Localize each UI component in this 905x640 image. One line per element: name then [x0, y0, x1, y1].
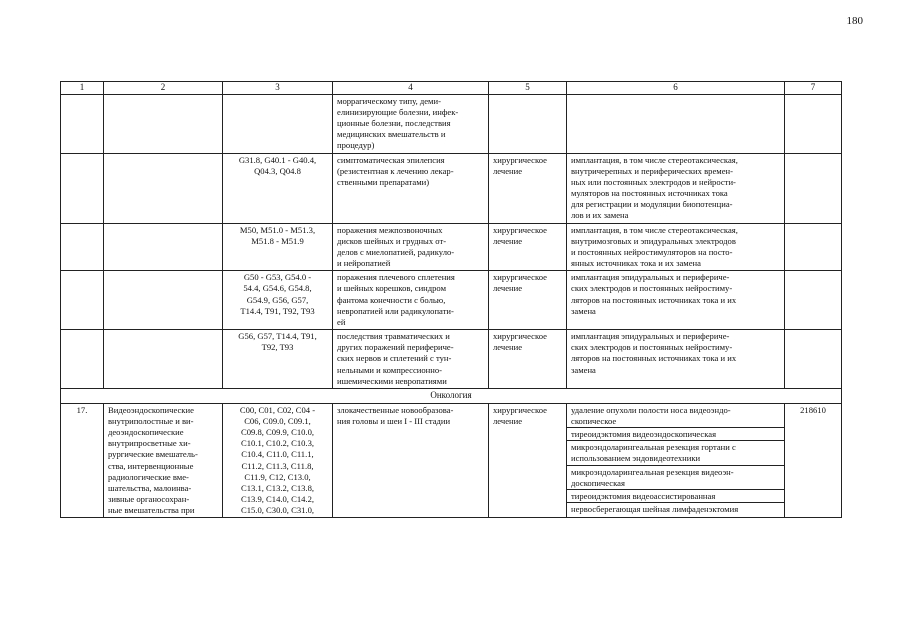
text-line: моррагическому типу, деми-	[337, 95, 441, 106]
disease-cell	[333, 403, 489, 518]
method-item	[571, 272, 780, 317]
text-line: делов с миелопатией, радикуло-	[337, 246, 455, 257]
method-item	[571, 155, 780, 222]
page-number: 180	[846, 15, 863, 27]
method-item	[571, 225, 780, 270]
text-line: ляторов на постоянных источниках тока и их	[571, 294, 737, 305]
text-line: нельными и компрессионно-	[337, 364, 443, 375]
disease-cell	[333, 153, 489, 223]
text-line: невропатией или радикулопати-	[337, 305, 454, 316]
text-line: внутриполостные и ви-	[108, 415, 194, 426]
text-line: процедур)	[337, 140, 375, 151]
treatment-method-cell	[567, 94, 785, 153]
text-line: C10.1, C10.2, C10.3,	[240, 438, 315, 449]
text-line: имплантация эпидуральных и перифериче-	[571, 272, 730, 283]
icd-codes-cell	[223, 330, 333, 389]
column-number: 4	[333, 82, 489, 95]
price-cell	[785, 271, 842, 330]
text-line: тиреоидэктомия видеоассистированная	[571, 490, 716, 501]
text-line: ских нервов и сплетений с тун-	[337, 353, 452, 364]
text-line: доскопическая	[571, 477, 625, 488]
text-line: C11.2, C11.3, C11.8,	[241, 460, 314, 471]
disease-cell	[333, 223, 489, 271]
row-number	[61, 330, 104, 389]
method-item	[567, 427, 784, 440]
price-cell	[785, 94, 842, 153]
text-line: последствия травматических и	[337, 331, 450, 342]
text-line: муляторов на постоянных источниках тока	[571, 188, 728, 199]
price-cell: 218610	[785, 403, 842, 518]
text-line: ляторов на постоянных источниках тока и их	[571, 353, 737, 364]
text-line: G54.9, G56, G57,	[246, 294, 309, 305]
method-item	[567, 440, 784, 464]
column-number: 2	[104, 82, 223, 95]
text-line: шательства, малоинва-	[108, 482, 192, 493]
text-line: имплантация, в том числе стереотаксическая,	[571, 224, 738, 235]
treatment-type-cell: хирургическое лечение	[489, 403, 567, 518]
text-line: других поражений перифериче-	[337, 342, 454, 353]
text-line: зивные органосохран-	[108, 494, 190, 505]
icd-codes-cell	[223, 94, 333, 153]
text-line: T92, T93	[261, 342, 294, 353]
price-cell	[785, 153, 842, 223]
column-number: 7	[785, 82, 842, 95]
treatment-type-cell: хирургическое лечение	[489, 330, 567, 389]
text-line: радиологические вме-	[108, 471, 189, 482]
column-number: 1	[61, 82, 104, 95]
text-line: елинизирующие болезни, инфек-	[337, 106, 459, 117]
text-line: Видеоэндоскопические	[108, 404, 194, 415]
table-row	[61, 223, 842, 271]
text-line: микроэндоларингеальная резекция гортани с	[571, 442, 736, 453]
treatment-method-cell	[567, 403, 785, 518]
text-line: микроэндоларингеальная резекция видеоэн-	[571, 466, 734, 477]
treatment-type-cell: хирургическое лечение	[489, 271, 567, 330]
text-line: C10.4, C11.0, C11.1,	[241, 449, 314, 460]
text-line: ских электродов и постоянных нейростиму-	[571, 283, 733, 294]
service-name-cell	[104, 153, 223, 223]
text-line: Q04.3, Q04.8	[254, 165, 301, 176]
icd-codes-cell	[223, 223, 333, 271]
text-line: ные вмешательства при	[108, 505, 195, 516]
method-item	[567, 465, 784, 489]
text-line: замена	[571, 305, 596, 316]
service-name-cell	[104, 94, 223, 153]
text-line: ния головы и шеи I - III стадии	[337, 415, 451, 426]
text-line: ей	[337, 316, 346, 327]
icd-codes-cell	[223, 403, 333, 518]
service-name-cell	[104, 330, 223, 389]
text-line: лов и их замена	[571, 210, 629, 221]
table-row	[61, 403, 842, 518]
price-cell	[785, 330, 842, 389]
text-line: деоэндоскопические	[108, 427, 184, 438]
text-line: янных источниках тока и их замена	[571, 258, 701, 269]
text-line: ишемическими невропатиями	[337, 375, 447, 386]
table-row	[61, 153, 842, 223]
text-line: ных или постоянных электродов и нейрости-	[571, 176, 736, 187]
text-line: внутримозговых и эпидуральных электродов	[571, 235, 736, 246]
treatment-type-cell: хирургическое лечение	[489, 223, 567, 271]
column-number: 5	[489, 82, 567, 95]
section-title: Онкология	[61, 388, 842, 403]
text-line: нервосберегающая шейная лимфаденэктомия	[571, 504, 739, 515]
method-item	[571, 405, 780, 427]
treatment-method-cell	[567, 271, 785, 330]
text-line: C13.9, C14.0, C14.2,	[240, 494, 315, 505]
treatment-type-cell: хирургическое лечение	[489, 153, 567, 223]
text-line: для регистрации и модуляции биопотенциа-	[571, 199, 733, 210]
service-name-cell	[104, 271, 223, 330]
text-line: G31.8, G40.1 - G40.4,	[238, 154, 317, 165]
text-line: медицинских вмешательств и	[337, 129, 446, 140]
column-number: 3	[223, 82, 333, 95]
text-line: дисков шейных и грудных от-	[337, 235, 447, 246]
text-line: и нейропатией	[337, 258, 391, 269]
text-line: имплантация эпидуральных и перифериче-	[571, 331, 730, 342]
text-line: и постоянных нейростимуляторов на посто-	[571, 246, 733, 257]
icd-codes-cell	[223, 271, 333, 330]
service-name-cell	[104, 403, 223, 518]
table-row	[61, 330, 842, 389]
text-line: злокачественные новообразова-	[337, 404, 454, 415]
row-number	[61, 223, 104, 271]
text-line: имплантация, в том числе стереотаксическая,	[571, 154, 738, 165]
disease-cell	[333, 94, 489, 153]
text-line: внутрипросветные хи-	[108, 438, 191, 449]
treatment-type-cell	[489, 94, 567, 153]
text-line: скопическое	[571, 415, 617, 426]
column-number: 6	[567, 82, 785, 95]
text-line: ства, интервенционные	[108, 460, 194, 471]
medical-services-table	[60, 81, 842, 518]
disease-cell	[333, 330, 489, 389]
row-number	[61, 271, 104, 330]
treatment-method-cell	[567, 153, 785, 223]
text-line: M51.8 - M51.9	[251, 235, 304, 246]
text-line: удаление опухоли полости носа видеоэндо-	[571, 404, 731, 415]
text-line: M50, M51.0 - M51.3,	[239, 224, 316, 235]
text-line: (резистентная к лечению лекар-	[337, 165, 454, 176]
text-line: использованием эндовидеотехники	[571, 453, 701, 464]
text-line: замена	[571, 364, 596, 375]
icd-codes-cell	[223, 153, 333, 223]
text-line: 54.4, G54.6, G54.8,	[243, 283, 312, 294]
column-number-row	[61, 82, 842, 95]
text-line: ционные болезни, последствия	[337, 118, 451, 129]
text-line: фантома конечности с болью,	[337, 294, 446, 305]
table-row	[61, 94, 842, 153]
section-row	[61, 388, 842, 403]
method-item	[567, 502, 784, 515]
method-item	[571, 331, 780, 376]
service-name-cell	[104, 223, 223, 271]
row-number	[61, 153, 104, 223]
row-number: 17.	[61, 403, 104, 518]
text-line: T14.4, T91, T92, T93	[240, 305, 315, 316]
text-line: внутричерепных и периферических времен-	[571, 165, 733, 176]
text-line: C06, C09.0, C09.1,	[244, 415, 311, 426]
text-line: поражения межпозвоночных	[337, 224, 443, 235]
text-line: ских электродов и постоянных нейростиму-	[571, 342, 733, 353]
text-line: поражения плечевого сплетения	[337, 272, 455, 283]
treatment-method-cell	[567, 330, 785, 389]
text-line: тиреоидэктомия видеоэндоскопическая	[571, 429, 717, 440]
text-line: C11.9, C12, C13.0,	[244, 471, 311, 482]
text-line: C15.0, C30.0, C31.0,	[240, 505, 315, 516]
text-line: симптоматическая эпилепсия	[337, 154, 445, 165]
text-line: C00, C01, C02, C04 -	[239, 404, 316, 415]
price-cell	[785, 223, 842, 271]
table-row	[61, 271, 842, 330]
text-line: ственными препаратами)	[337, 176, 430, 187]
disease-cell	[333, 271, 489, 330]
text-line: C13.1, C13.2, C13.8,	[240, 482, 315, 493]
text-line: и шейных корешков, синдром	[337, 283, 447, 294]
method-item	[567, 489, 784, 502]
text-line: G50 - G53, G54.0 -	[243, 272, 312, 283]
text-line: рургические вмешатель-	[108, 449, 198, 460]
text-line: G56, G57, T14.4, T91,	[238, 331, 317, 342]
row-number	[61, 94, 104, 153]
treatment-method-cell	[567, 223, 785, 271]
text-line: C09.8, C09.9, C10.0,	[240, 427, 315, 438]
